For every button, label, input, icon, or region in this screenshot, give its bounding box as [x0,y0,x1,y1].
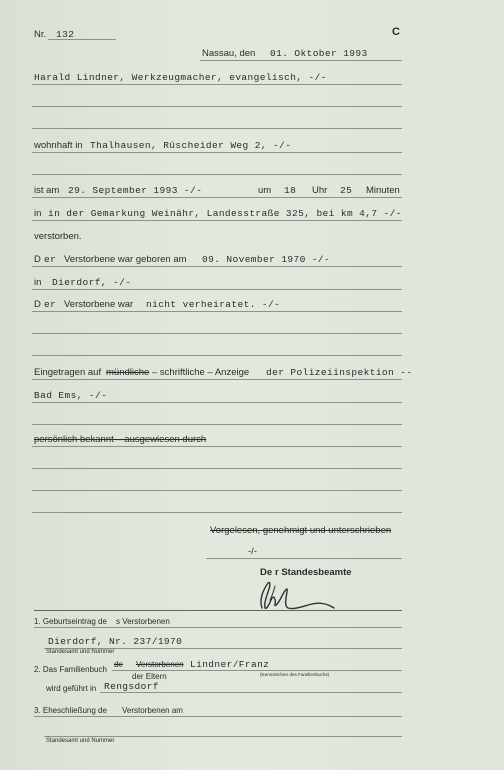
death-place-in-label: in [34,208,42,219]
line [34,716,402,717]
footer-item3-caption: Standesamt und Nummer [46,738,115,744]
um-label: um [258,185,272,196]
line [32,424,402,425]
nr-label: Nr. [34,29,47,40]
footer-item3-suffix: Verstorbenen am [122,706,183,715]
line [100,692,402,693]
line [32,266,402,267]
footer-item2-value: Lindner/Franz [190,659,270,670]
footer-item3-label: 3. Eheschließung de [34,706,107,715]
death-date-label: ist am [34,185,60,196]
registered-value-2: Bad Ems, -/- [34,390,108,401]
residence-value: Thalhausen, Rüscheider Weg 2, -/- [90,140,292,151]
date-line [200,60,402,61]
place-date-value: 01. Oktober 1993 [270,48,368,59]
line [44,736,402,737]
line [32,84,402,85]
footer-item1-label: 1. Geburtseintrag de [34,617,107,626]
footer-item2-struck-de: de [114,660,123,669]
footer-kept-value: Rengsdorf [104,681,159,692]
line [32,379,402,380]
person-name-line: Harald Lindner, Werkzeugmacher, evangelisch, -/- [34,72,327,83]
footer-item1-suffix: s Verstorbenen [116,617,170,626]
death-date-value: 29. September 1993 -/- [68,185,203,196]
line [32,446,402,447]
footer-item1-caption: Standesamt und Nummer [46,649,115,655]
line [32,333,402,334]
birth-place-in-label: in [34,277,42,288]
line [32,197,402,198]
signature-dash: -/- [248,546,257,557]
official-title-prefix: De [260,567,273,578]
line [32,106,402,107]
birth-label: Verstorbene war geboren am [64,254,187,265]
form-letter: C [392,26,400,38]
uhr-label: Uhr [312,185,328,196]
nr-value: 132 [56,29,75,40]
footer-kept-label: wird geführt in [46,684,97,693]
section-divider [34,610,402,611]
registered-label: Eingetragen auf [34,367,102,378]
verstorben-text: verstorben. [34,231,82,242]
line [112,670,402,671]
identity-struck-text: persönlich bekannt – ausgewiesen durch [34,434,207,445]
residence-label: wohnhaft in [34,140,83,151]
line [32,490,402,491]
line [32,152,402,153]
registered-struck-word: mündliche [106,367,150,378]
line [34,627,402,628]
line [32,311,402,312]
signature-image [250,578,340,612]
read-approved-struck: Vorgelesen, genehmigt und unterschrieben [210,525,392,536]
death-place-value: in der Gemarkung Weinähr, Landesstraße 325, bei km 4,7 -/- [48,208,402,219]
line [32,402,402,403]
line [32,468,402,469]
line [206,558,402,559]
registered-value-1: der Polizeiinspektion -- [266,367,413,378]
line [32,512,402,513]
marital-label-d: D [34,299,41,310]
line [32,289,402,290]
footer-item1-value: Dierdorf, Nr. 237/1970 [48,636,183,647]
line [32,220,402,221]
place-date-label: Nassau, den [202,48,256,59]
marital-value: nicht verheiratet. -/- [146,299,281,310]
minute-value: 25 [340,185,353,196]
footer-item2-caption: (Kennzeichen des Familienbuchs) [260,672,330,677]
nr-line [48,39,116,40]
line [32,355,402,356]
birth-date-value: 09. November 1970 -/- [202,254,331,265]
minuten-label: Minuten [366,185,400,196]
line [32,128,402,129]
line [32,174,402,175]
marital-label: Verstorbene war [64,299,134,310]
birth-place-value: Dierdorf, -/- [52,277,132,288]
marital-label-er: er [44,299,57,310]
footer-item2-label: 2. Das Familienbuch [34,665,107,674]
birth-label-d: D [34,254,41,265]
birth-label-er: er [44,254,57,265]
footer-item2-struck-deceased: Verstorbenen [136,660,184,669]
official-title: r Standesbeamte [275,567,352,578]
hour-value: 18 [284,185,297,196]
footer-item2-parents: der Eltern [132,672,167,681]
registered-label-post: – schriftliche – Anzeige [152,367,250,378]
